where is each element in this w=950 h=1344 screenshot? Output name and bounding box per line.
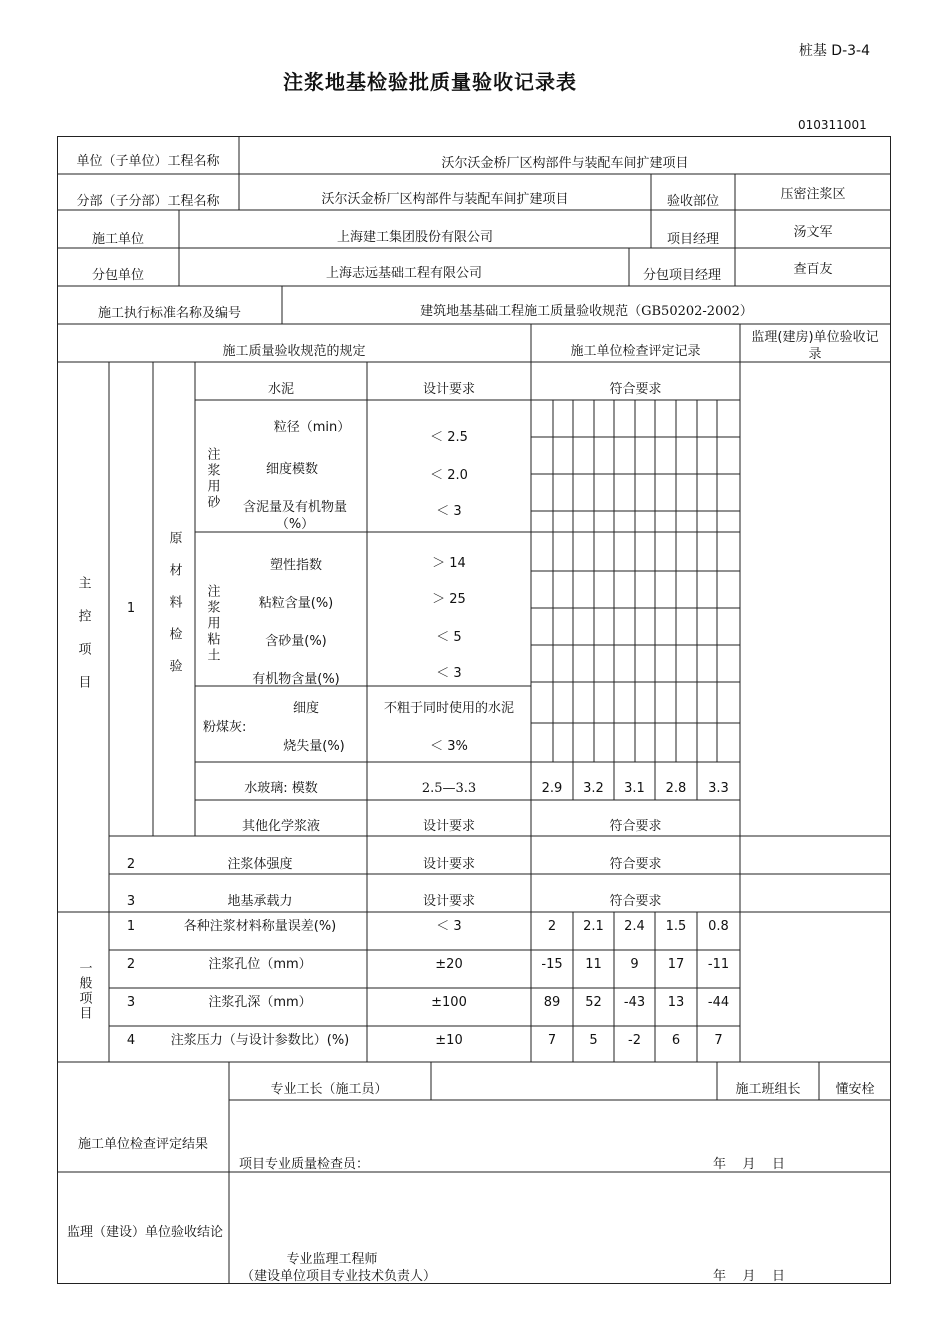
- general-item-number: 1: [126, 918, 136, 934]
- unit-label: 单位（子单位）工程名称: [76, 153, 220, 169]
- general-item-value: -44: [707, 994, 730, 1010]
- sand-fineness-req: ＜ 2.0: [430, 467, 468, 483]
- main-control-text: 主控项目: [75, 576, 91, 708]
- general-items-label: [69, 948, 99, 1034]
- general-item-value: -2: [628, 1032, 641, 1048]
- inspector-date: 年 月 日: [713, 1156, 786, 1172]
- cement-name: 水泥: [267, 381, 294, 397]
- water-glass-value: 3.3: [708, 780, 729, 796]
- item3-number: 3: [126, 893, 136, 909]
- inspection-record-table: [57, 136, 891, 1284]
- general-item-value: 11: [585, 956, 602, 972]
- sub-project-label: 分部（子分部）工程名称: [76, 193, 220, 209]
- flyash-loss-name: 烧失量(%): [283, 738, 345, 754]
- cement-result: 符合要求: [609, 381, 662, 397]
- clay-sand-req: ＜ 5: [436, 629, 462, 645]
- clay-organic-req: ＜ 3: [436, 665, 462, 681]
- item2-req: 设计要求: [422, 856, 475, 872]
- sand-particle-name: 粒径（min）: [273, 419, 351, 435]
- general-item-requirement: ±10: [435, 1032, 463, 1048]
- inspection-part-value: 压密注浆区: [780, 186, 846, 202]
- clay-plasticity-req: ＞ 14: [432, 555, 466, 571]
- engineer-sub-label: （建设单位项目专业技术负责人）: [241, 1268, 437, 1284]
- subcontractor-value: 上海志远基础工程有限公司: [325, 265, 482, 281]
- sand-particle-req: ＜ 2.5: [430, 429, 468, 445]
- clay-particle-name: 粘粒含量(%): [258, 595, 334, 611]
- general-item-requirement: ＜ 3: [436, 918, 462, 934]
- other-chem-req: 设计要求: [422, 818, 475, 834]
- sand-mud-req: ＜ 3: [436, 503, 462, 519]
- clay-particle-req: ＞ 25: [432, 591, 466, 607]
- general-item-name: 注浆孔位（mm）: [208, 956, 312, 972]
- sand-fineness-name: 细度模数: [265, 461, 318, 477]
- general-item-value: 89: [543, 994, 561, 1010]
- cement-requirement: 设计要求: [422, 381, 475, 397]
- spec-column-header: 施工质量验收规范的规定: [222, 343, 366, 359]
- team-leader-value: 懂安栓: [835, 1081, 875, 1097]
- inspection-part-label: 验收部位: [666, 193, 719, 209]
- general-item-name: 注浆孔深（mm）: [208, 994, 312, 1010]
- item3-result: 符合要求: [609, 893, 662, 909]
- contractor-value: 上海建工集团股份有限公司: [336, 229, 493, 245]
- general-item-value: 6: [671, 1032, 681, 1048]
- item2-number: 2: [126, 856, 136, 872]
- contractor-result-label: 施工单位检查评定结果: [77, 1136, 208, 1152]
- item1-name: [153, 516, 195, 706]
- project-manager-value: 汤文军: [793, 224, 833, 240]
- general-item-number: 2: [126, 956, 136, 972]
- item1-name-text: 原材料检验: [166, 531, 182, 691]
- general-item-value: -15: [541, 956, 563, 972]
- sand-group-label: [203, 440, 221, 518]
- general-item-value: 2.1: [583, 918, 604, 934]
- supervision-column-header: 监理(建房)单位验收记录: [751, 330, 879, 362]
- general-item-value: 5: [589, 1032, 598, 1048]
- flyash-fineness-req: 不粗于同时使用的水泥: [383, 700, 514, 716]
- record-number: 010311001: [798, 118, 867, 132]
- flyash-group-label: 粉煤灰:: [203, 719, 247, 735]
- sub-project-manager-label: 分包项目经理: [642, 267, 721, 283]
- general-item-value: 2.4: [624, 918, 645, 934]
- general-item-requirement: ±20: [435, 956, 463, 972]
- water-glass-req: 2.5—3.3: [421, 780, 477, 796]
- sub-project-manager-value: 查百友: [793, 261, 833, 277]
- team-leader-label: 施工班组长: [735, 1081, 801, 1097]
- general-item-value: 17: [667, 956, 685, 972]
- sand-group-text: 注浆用砂: [204, 447, 220, 511]
- other-chem-name: 其他化学浆液: [241, 818, 320, 834]
- clay-plasticity-name: 塑性指数: [269, 557, 322, 573]
- water-glass-value: 2.9: [541, 780, 563, 796]
- form-code: 桩基 D-3-4: [798, 43, 870, 59]
- water-glass-value: 2.8: [665, 780, 687, 796]
- sand-mud-name: 含泥量及有机物量（%）: [242, 500, 347, 532]
- general-item-value: 1.5: [665, 918, 687, 934]
- other-chem-result: 符合要求: [609, 818, 662, 834]
- item3-name: 地基承载力: [227, 893, 293, 909]
- unit-value: 沃尔沃金桥厂区构部件与装配车间扩建项目: [441, 155, 689, 171]
- flyash-fineness-name: 细度: [292, 700, 319, 716]
- sub-project-value: 沃尔沃金桥厂区构部件与装配车间扩建项目: [321, 191, 569, 207]
- general-item-value: 2: [547, 918, 557, 934]
- item3-req: 设计要求: [422, 893, 475, 909]
- general-item-value: 0.8: [708, 918, 729, 934]
- engineer-date: 年 月 日: [713, 1268, 786, 1284]
- general-item-value: -43: [623, 994, 646, 1010]
- clay-sand-name: 含砂量(%): [265, 633, 327, 649]
- clay-organic-name: 有机物含量(%): [252, 671, 340, 687]
- general-item-value: -11: [707, 956, 730, 972]
- general-item-value: 52: [585, 994, 602, 1010]
- general-item-value: 7: [714, 1032, 723, 1048]
- general-items-text: 一般项目: [76, 961, 92, 1021]
- flyash-loss-req: ＜ 3%: [430, 738, 468, 754]
- water-glass-value: 3.2: [583, 780, 604, 796]
- general-item-value: 13: [667, 994, 685, 1010]
- general-item-value: 7: [547, 1032, 557, 1048]
- project-manager-label: 项目经理: [666, 231, 719, 247]
- subcontractor-label: 分包单位: [91, 267, 144, 283]
- water-glass-name: 水玻璃: 模数: [244, 780, 318, 796]
- clay-group-text: 注浆用粘土: [204, 584, 220, 664]
- foreman-label: 专业工长（施工员）: [270, 1081, 388, 1097]
- supervision-conclusion-label: 监理（建设）单位验收结论: [66, 1224, 223, 1240]
- general-item-name: 各种注浆材料称量误差(%): [183, 918, 337, 934]
- main-control-label: [70, 562, 96, 722]
- quality-inspector-label: 项目专业质量检查员：: [239, 1156, 370, 1172]
- standard-value: 建筑地基基础工程施工质量验收规范（GB50202-2002）: [420, 303, 753, 319]
- page-title: 注浆地基检验批质量验收记录表: [283, 70, 577, 94]
- engineer-label: 专业监理工程师: [286, 1251, 378, 1267]
- general-item-value: 9: [630, 956, 639, 972]
- clay-group-label: [203, 576, 221, 672]
- water-glass-value: 3.1: [624, 780, 645, 796]
- general-item-number: 3: [126, 994, 136, 1010]
- contractor-label: 施工单位: [91, 231, 144, 247]
- general-item-number: 4: [126, 1032, 136, 1048]
- standard-label: 施工执行标准名称及编号: [97, 305, 241, 321]
- general-item-name: 注浆压力（与设计参数比）(%): [170, 1032, 350, 1048]
- item2-result: 符合要求: [609, 856, 662, 872]
- general-item-requirement: ±100: [431, 994, 467, 1010]
- item2-name: 注浆体强度: [227, 856, 293, 872]
- check-column-header: 施工单位检查评定记录: [570, 343, 701, 359]
- item1-number: 1: [126, 600, 136, 616]
